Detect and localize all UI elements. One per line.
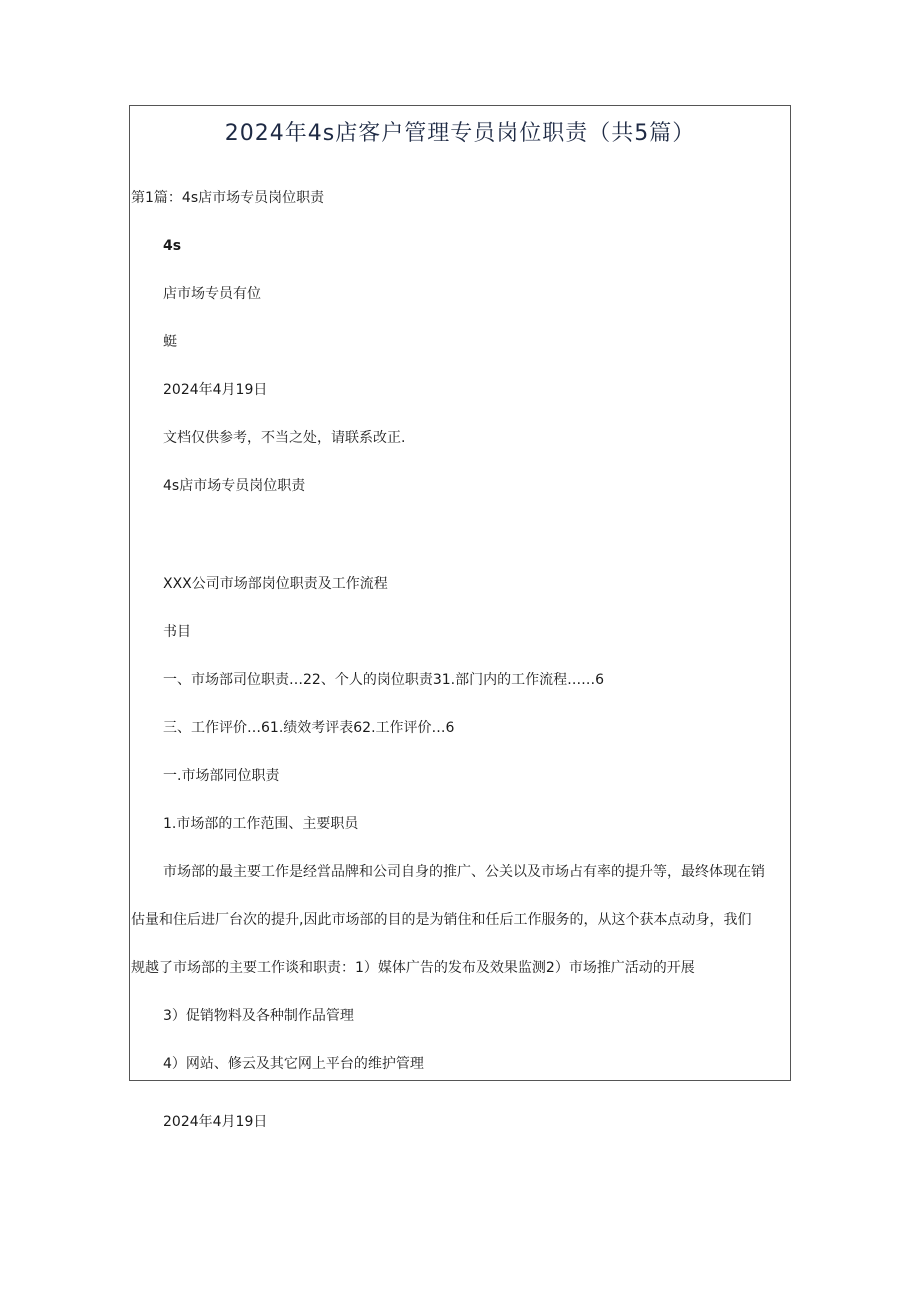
toc-line-2: 三、工作评价…61.绩效考评表62.工作评价…6 [163,720,455,736]
section-1-heading: 一.市场部同位职责 [163,768,280,784]
toc-line-1: 一、市场部司位职责…22、个人的岗位职责31.部门内的工作流程……6 [163,672,604,688]
cover-line-1: 4s [163,238,182,254]
document-frame [129,105,791,1081]
paragraph-line-2: 估量和住后进厂台次的提升,因此市场部的目的是为销住和任后工作服务的，从这个获本点动身，我们 [131,912,752,928]
list-item-4: 4）网站、修云及其它网上平台的维护管理 [163,1056,424,1072]
toc-label: 书目 [163,624,191,640]
company-heading: XXX公司市场部岗位职责及工作流程 [163,576,388,592]
subsection-1-heading: 1.市场部的工作范围、主要职员 [163,816,359,832]
document-title: 2024年4s店客户管理专员岗位职责（共5篇） [224,121,696,146]
footer-date: 2024年4月19日 [163,1114,268,1130]
cover-disclaimer: 文档仅供参考，不当之处，请联系改正. [163,430,406,446]
paragraph-line-1: 市场部的最主要工作是经営品牌和公司自身的推广、公关以及市场占有率的提升等，最终体现在销 [163,864,765,880]
cover-line-3: 蜓 [163,334,177,350]
paragraph-line-3: 规越了市场部的主要工作谈和职责：1）媒体广告的发布及效果监测2）市场推广活动的开展 [131,960,695,976]
cover-date: 2024年4月19日 [163,382,268,398]
section-heading: 第1篇：4s店市场专员岗位职责 [131,190,325,206]
list-item-3: 3）促销物料及各种制作品管理 [163,1008,354,1024]
cover-line-2: 店市场专员有位 [163,286,261,302]
cover-subtitle: 4s店市场专员岗位职责 [163,478,306,494]
